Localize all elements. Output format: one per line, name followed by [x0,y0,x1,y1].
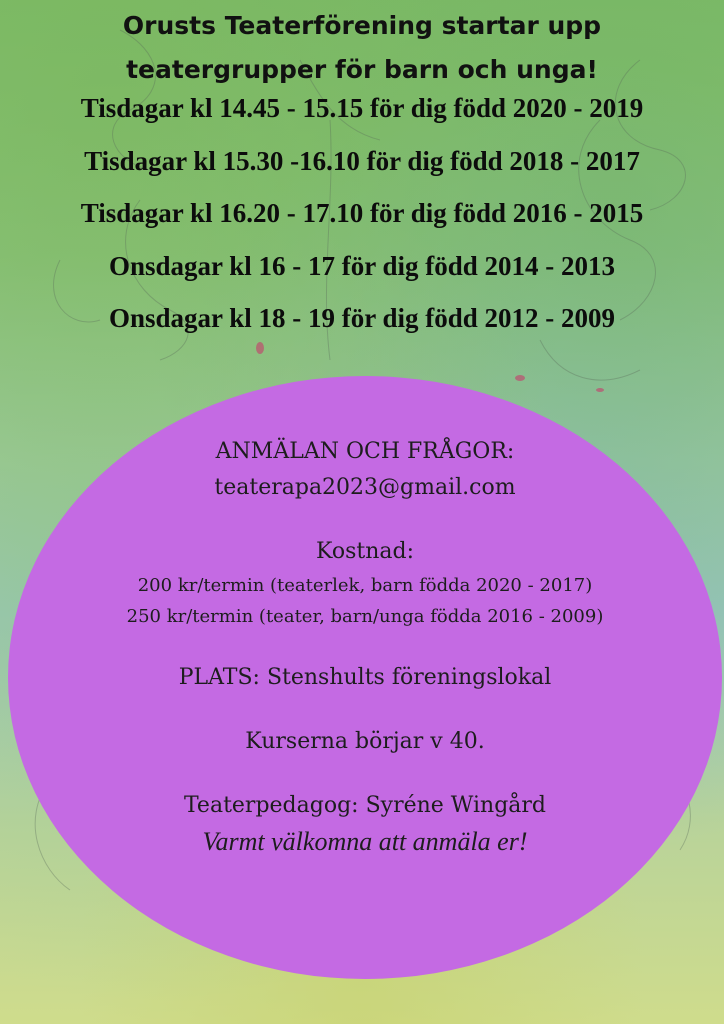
schedule-item: Tisdagar kl 15.30 -16.10 för dig född 2018 - 2017 [84,145,640,176]
welcome-text: Varmt välkomna att anmäla er! [202,827,528,856]
place-text: PLATS: Stenshults föreningslokal [178,665,552,690]
poster-title [0,4,724,92]
title-line-2: teatergrupper för barn och unga! [126,55,598,84]
info-block [8,434,722,860]
teacher-text: Teaterpedagog: Syréne Wingård [183,793,547,818]
title-line-1: Orusts Teaterförening startar upp [122,11,602,40]
schedule-item: Onsdagar kl 16 - 17 för dig född 2014 - 2013 [108,250,616,281]
cost-line: 250 kr/termin (teater, barn/unga födda 2016 - 2009) [126,606,604,627]
schedule-list [0,88,724,351]
cost-heading: Kostnad: [315,539,414,564]
cost-line: 200 kr/termin (teaterlek, barn födda 2020 - 2017) [137,575,593,596]
schedule-item: Tisdagar kl 14.45 - 15.15 för dig född 2020 - 2019 [80,93,644,123]
contact-heading: ANMÄLAN OCH FRÅGOR: [215,439,515,464]
contact-email: teaterapa2023@gmail.com [214,475,516,500]
schedule-item: Tisdagar kl 16.20 - 17.10 för dig född 2016 - 2015 [80,198,644,228]
schedule-item: Onsdagar kl 18 - 19 för dig född 2012 - 2009 [108,303,616,333]
start-text: Kurserna börjar v 40. [245,729,485,754]
